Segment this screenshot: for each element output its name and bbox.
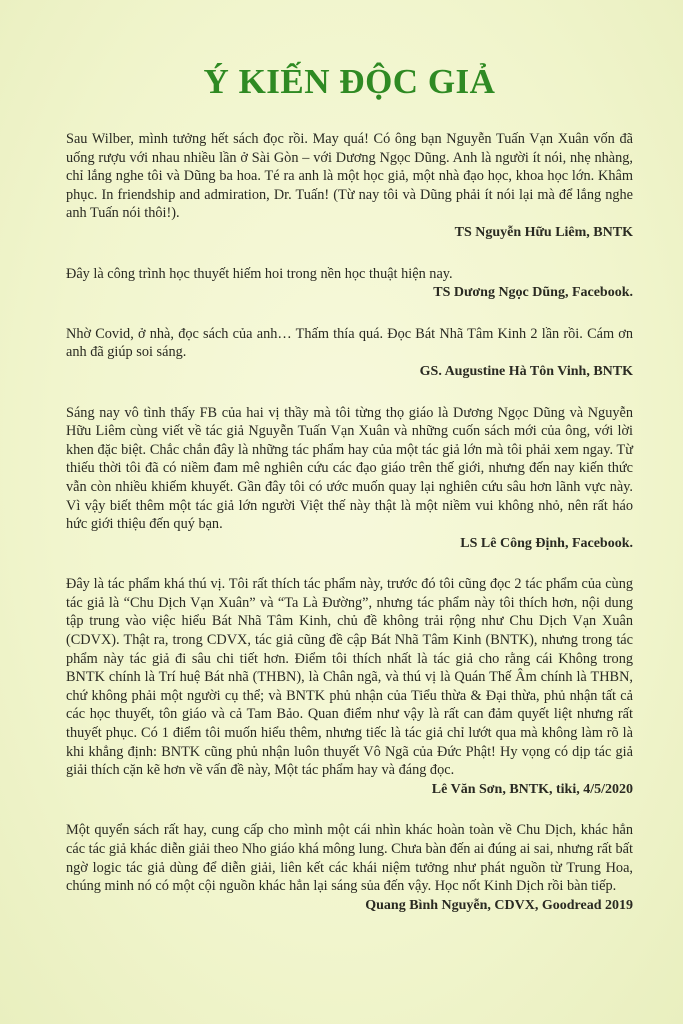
review-item [66, 575, 633, 799]
review-item [66, 821, 633, 915]
review-text: Sáng nay vô tình thấy FB của hai vị thầy mà tôi từng thọ giáo là Dương Ngọc Dũng và Nguyễn Hữu Liêm cùng viết về tác giả Nguyễn Tuấn Vạn Xuân và những cuốn sách mới của ông, với lời khen đặc biệt. Chắc chắn đây là những tác phẩm hay của một tác giả lớn mà tôi phải xem ngay. Từ thiếu thời tôi đã có niềm đam mê nghiên cứu các đạo giáo trên thế giới, nhưng đến nay kiến thức vẫn còn nhiều khiếm khuyết. Gần đây tôi có ước muốn quay lại nghiên cứu sâu hơn lãnh vực này. Vì vậy biết thêm một tác giả lớn người Việt thế này thật là một niềm vui không nhỏ, nên rất háo hức giới thiệu đến quý bạn. [66, 404, 633, 533]
review-text: Một quyển sách rất hay, cung cấp cho mình một cái nhìn khác hoàn toàn về Chu Dịch, khác hẳn các tác giả khác diễn giải theo Nho giáo khá mông lung. Chưa bàn đến ai đúng ai sai, nhưng rất bất ngờ logic tác giả dùng để diễn giải, liên kết các khái niệm tưởng như phát nguồn từ Trung Hoa, chúng minh nó có một cội nguồn khác hẳn lại sáng sủa đến vậy. Học nốt Kinh Dịch rồi bàn tiếp. [66, 822, 633, 895]
reviews-list [66, 130, 633, 915]
review-item [66, 404, 633, 554]
review-author: Lê Văn Sơn, BNTK, tiki, 4/5/2020 [431, 781, 633, 797]
review-author: TS Dương Ngọc Dũng, Facebook. [433, 285, 633, 301]
review-item [66, 130, 633, 243]
review-text: Sau Wilber, mình tưởng hết sách đọc rồi. May quá! Có ông bạn Nguyễn Tuấn Vạn Xuân vốn đã uống rượu với nhau nhiều lần ở Sài Gòn – với Dương Ngọc Dũng. Anh là người ít nói, nhẹ nhàng, chỉ lắng nghe tôi và Dũng ba hoa. Té ra anh là một học giả, một nhà đạo học, khoa học lớn. Khâm phục. In friendship and admiration, Dr. Tuấn! (Từ nay tôi và Dũng phải ít nói lại mà để lắng nghe anh Tuấn nói thôi!). [66, 131, 633, 222]
review-text: Nhờ Covid, ở nhà, đọc sách của anh… Thấm thía quá. Đọc Bát Nhã Tâm Kinh 2 lần rồi. Cám ơn anh đã giúp soi sáng. [66, 325, 633, 361]
review-text: Đây là công trình học thuyết hiếm hoi trong nền học thuật hiện nay. [66, 265, 453, 282]
page-title: Ý KIẾN ĐỘC GIẢ [203, 62, 496, 101]
review-author: LS Lê Công Định, Facebook. [460, 535, 633, 551]
review-item [66, 325, 633, 382]
review-item [66, 265, 633, 303]
review-text: Đây là tác phẩm khá thú vị. Tôi rất thích tác phẩm này, trước đó tôi cũng đọc 2 tác phẩm của cùng tác giả là “Chu Dịch Vạn Xuân” và “Ta Là Đường”, nhưng tác phẩm này tôi thích hơn, nội dung tập trung vào việc hiểu Bát Nhã Tâm Kinh, chủ đề không trải rộng như Chu Dịch Vạn Xuân (CDVX). Thật ra, trong CDVX, tác giả cũng đề cập Bát Nhã Tâm Kinh (BNTK), nhưng trong tác phẩm này tác giả đi sâu chi tiết hơn. Điểm tôi thích nhất là tác giả cho rằng cái Không trong BNTK chính là Trí huệ Bát nhã (THBN), là Chân ngã, và thú vị là Quán Thế Âm chính là THBN, chứ không phải một người cụ thể; và BNTK phủ nhận của Tiểu thừa & Đại thừa, phủ nhận tất cả các học thuyết, tôn giáo và cả Tam Bảo. Quan điểm như vậy là rất can đảm quyết liệt nhưng rất thuyết phục. Có 1 điểm tôi muốn hiểu thêm, nhưng tiếc là tác giả chỉ lướt qua mà không làm rõ là khi khẳng định: BNTK cũng phủ nhận luôn thuyết Vô Ngã của Đức Phật! Hy vọng có dịp tác giả giải thích cặn kẽ hơn về vấn đề này, Một tác phẩm hay và đáng đọc. [66, 576, 633, 779]
review-author: TS Nguyễn Hữu Liêm, BNTK [454, 224, 633, 240]
review-author: Quang Bình Nguyễn, CDVX, Goodread 2019 [365, 897, 633, 913]
review-author: GS. Augustine Hà Tôn Vinh, BNTK [419, 363, 633, 379]
